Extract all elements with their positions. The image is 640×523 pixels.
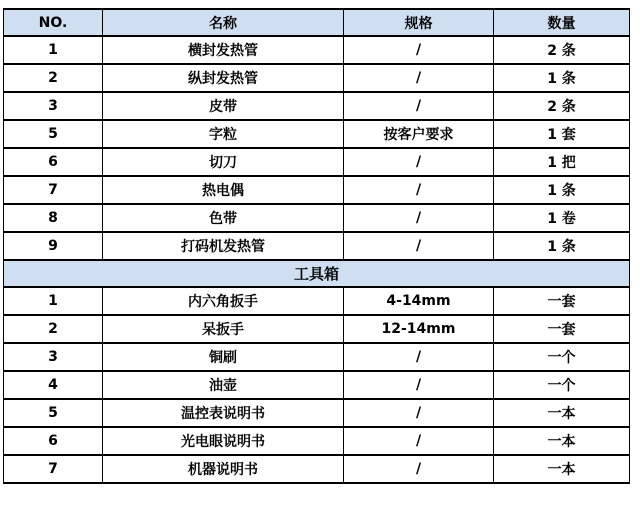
cell-no: 2	[4, 315, 103, 343]
cell-spec: /	[344, 148, 494, 176]
cell-spec: /	[344, 92, 494, 120]
cell-spec: 4-14mm	[344, 287, 494, 315]
cell-spec: /	[344, 204, 494, 232]
header-row	[4, 9, 630, 36]
cell-name: 呆扳手	[103, 315, 344, 343]
column-header-qty: 数量	[494, 9, 630, 36]
cell-no: 7	[4, 455, 103, 483]
cell-no: 4	[4, 371, 103, 399]
table-row	[4, 287, 630, 315]
cell-name: 内六角扳手	[103, 287, 344, 315]
cell-qty: 一套	[494, 315, 630, 343]
table-row	[4, 371, 630, 399]
column-header-spec: 规格	[344, 9, 494, 36]
cell-name: 机器说明书	[103, 455, 344, 483]
cell-name: 光电眼说明书	[103, 427, 344, 455]
cell-no: 9	[4, 232, 103, 260]
table-row	[4, 120, 630, 148]
table-row	[4, 399, 630, 427]
cell-no: 5	[4, 399, 103, 427]
cell-name: 温控表说明书	[103, 399, 344, 427]
cell-no: 3	[4, 92, 103, 120]
cell-name: 皮带	[103, 92, 344, 120]
table-row	[4, 204, 630, 232]
table-row	[4, 176, 630, 204]
cell-spec: /	[344, 64, 494, 92]
cell-qty: 一本	[494, 399, 630, 427]
cell-spec: /	[344, 176, 494, 204]
cell-name: 油壶	[103, 371, 344, 399]
cell-no: 6	[4, 148, 103, 176]
cell-no: 2	[4, 64, 103, 92]
cell-qty: 2 条	[494, 92, 630, 120]
table-row	[4, 455, 630, 483]
cell-no: 6	[4, 427, 103, 455]
cell-qty: 1 条	[494, 232, 630, 260]
cell-no: 1	[4, 36, 103, 64]
cell-name: 打码机发热管	[103, 232, 344, 260]
cell-no: 8	[4, 204, 103, 232]
cell-qty: 一个	[494, 371, 630, 399]
table-row	[4, 232, 630, 260]
cell-spec: /	[344, 232, 494, 260]
cell-no: 5	[4, 120, 103, 148]
column-header-no: NO.	[4, 9, 103, 36]
cell-qty: 1 条	[494, 176, 630, 204]
cell-name: 铜刷	[103, 343, 344, 371]
cell-no: 3	[4, 343, 103, 371]
table-row	[4, 343, 630, 371]
table-row	[4, 64, 630, 92]
cell-qty: 2 条	[494, 36, 630, 64]
cell-qty: 1 条	[494, 64, 630, 92]
cell-qty: 一个	[494, 343, 630, 371]
table-row	[4, 148, 630, 176]
cell-qty: 1 卷	[494, 204, 630, 232]
cell-name: 字粒	[103, 120, 344, 148]
table-row	[4, 315, 630, 343]
table-row	[4, 92, 630, 120]
cell-spec: 按客户要求	[344, 120, 494, 148]
cell-spec: /	[344, 455, 494, 483]
cell-spec: /	[344, 427, 494, 455]
cell-name: 切刀	[103, 148, 344, 176]
cell-spec: 12-14mm	[344, 315, 494, 343]
cell-no: 1	[4, 287, 103, 315]
cell-spec: /	[344, 399, 494, 427]
cell-qty: 一套	[494, 287, 630, 315]
cell-name: 横封发热管	[103, 36, 344, 64]
cell-no: 7	[4, 176, 103, 204]
table-row	[4, 427, 630, 455]
cell-spec: /	[344, 343, 494, 371]
cell-spec: /	[344, 371, 494, 399]
cell-name: 纵封发热管	[103, 64, 344, 92]
cell-qty: 1 套	[494, 120, 630, 148]
column-header-name: 名称	[103, 9, 344, 36]
cell-name: 热电偶	[103, 176, 344, 204]
table-row	[4, 36, 630, 64]
cell-qty: 一本	[494, 427, 630, 455]
cell-qty: 一本	[494, 455, 630, 483]
section-header-toolbox: 工具箱	[4, 260, 630, 287]
cell-name: 色带	[103, 204, 344, 232]
cell-qty: 1 把	[494, 148, 630, 176]
cell-spec: /	[344, 36, 494, 64]
section-header-row	[4, 260, 630, 287]
parts-list-table	[3, 8, 630, 484]
